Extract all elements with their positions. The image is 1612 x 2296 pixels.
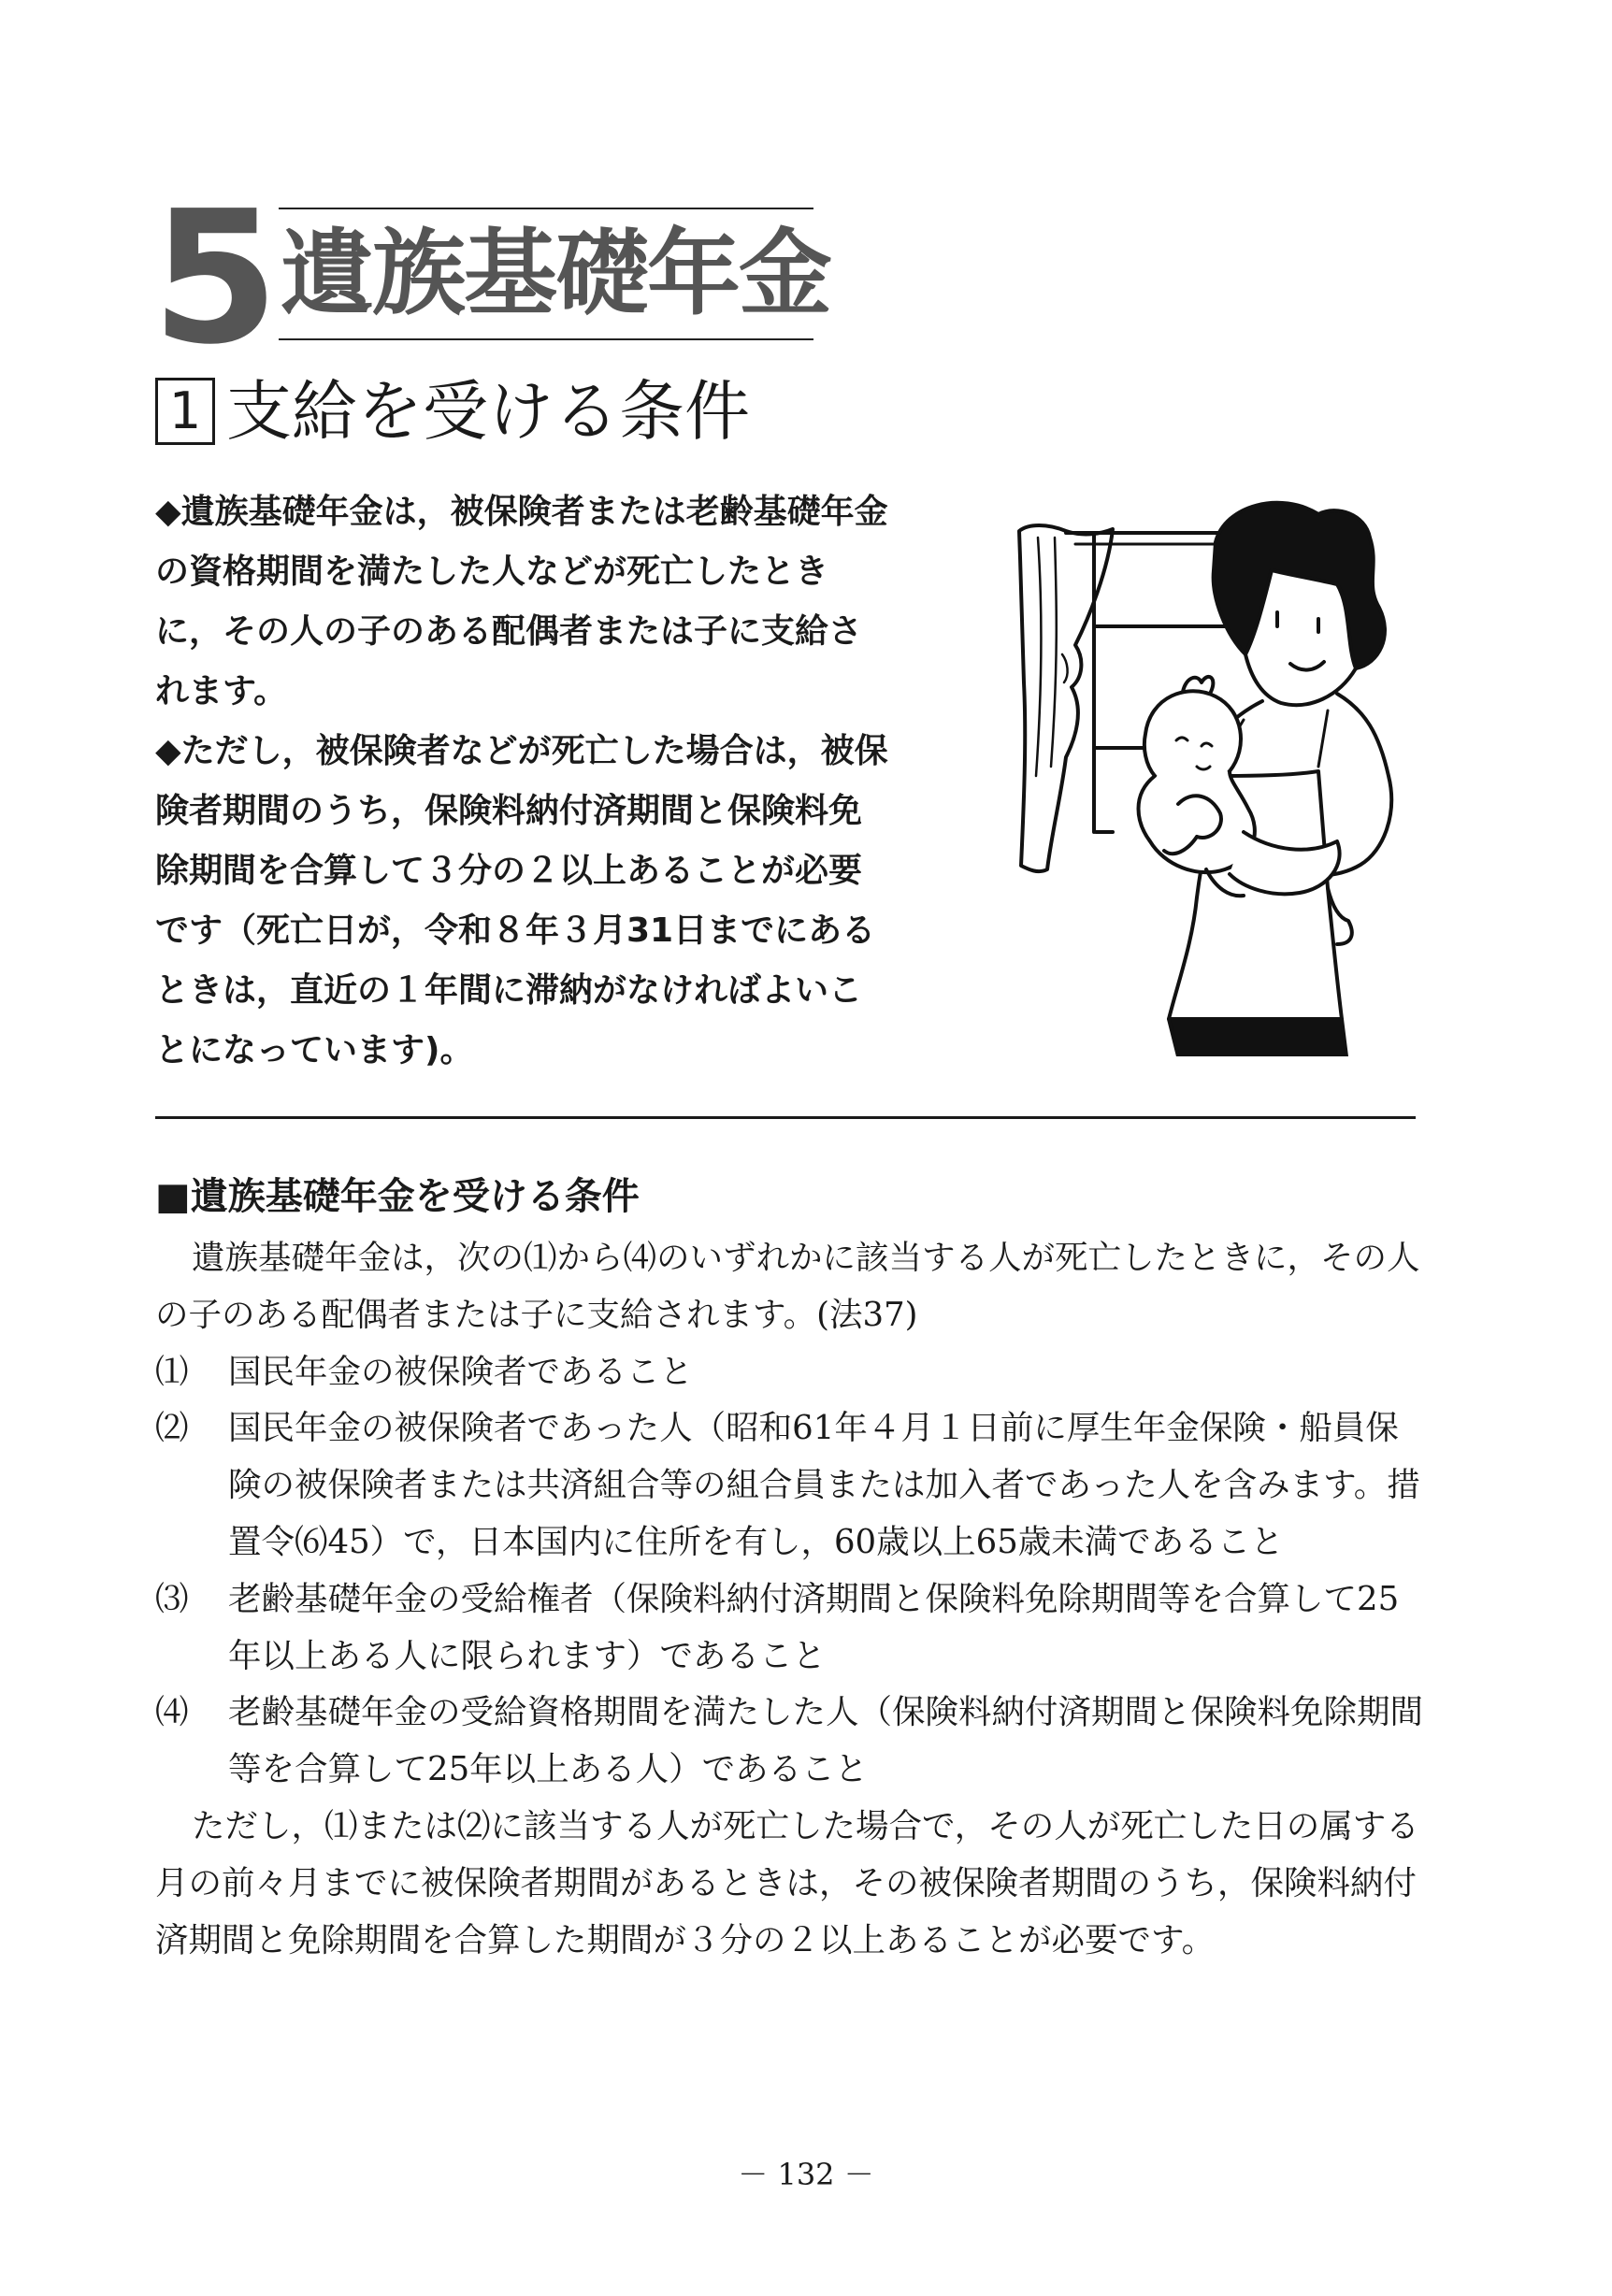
condition-text: 老齢基礎年金の受給権者（保険料納付済期間と保険料免除期間等を合算して25年以上ある人に限られます）であること: [228, 1579, 1400, 1675]
condition-text: 国民年金の被保険者であること: [228, 1352, 694, 1391]
section-divider: [155, 1116, 1416, 1119]
box-lead: 遺族基礎年金は，次の⑴から⑷のいずれかに該当する人が死亡したときに，その人の子のある配偶者または子に支給されます。(法37): [155, 1239, 1420, 1334]
chapter-title-rule-top: [279, 208, 813, 209]
mother-holding-baby-illustration: [1010, 495, 1403, 1056]
condition-item: [155, 1685, 1427, 1799]
chapter-title-rule-bottom: [279, 338, 813, 340]
box-note: ただし，⑴または⑵に該当する人が死亡した場合で，その人が死亡した日の属する月の前々月までに被保険者期間があるときは，その被保険者期間のうち，保険料納付済期間と免除期間を合算した期間が３分の２以上あることが必要です。: [155, 1806, 1419, 1959]
condition-number: ⑵: [155, 1409, 189, 1448]
section-title: 支給を受ける条件: [226, 373, 750, 450]
box-body: [155, 1230, 1427, 1969]
chapter-title: 遺族基礎年金: [281, 219, 830, 328]
box-heading: ■遺族基礎年金を受ける条件: [155, 1175, 640, 1218]
section-number-box: 1: [155, 378, 215, 445]
condition-text: 老齢基礎年金の受給資格期間を満たした人（保険料納付済期間と保険料免除期間等を合算して25年以上ある人）であること: [228, 1693, 1424, 1789]
condition-number: ⑶: [155, 1579, 189, 1618]
condition-number: ⑷: [155, 1693, 189, 1732]
chapter-number: 5: [151, 172, 276, 385]
condition-number: ⑴: [155, 1352, 189, 1391]
intro-summary: [155, 482, 894, 1081]
condition-text: 国民年金の被保険者であった人（昭和61年４月１日前に厚生年金保険・船員保険の被保険者または共済組合等の組合員または加入者であった人を含みます。措置令⑹45）で，日本国内に住所を有し，60歳以上65歳未満であること: [228, 1409, 1420, 1561]
page-number: － 132 －: [738, 2157, 874, 2192]
section-heading: [155, 374, 750, 449]
curtain: [1019, 525, 1113, 871]
intro-paragraph: ◆ただし，被保険者などが死亡した場合は，被保険者期間のうち，保険料納付済期間と保険料免除期間を合算して３分の２以上あることが必要です（死亡日が，令和８年３月31日までにあるときは，直近の１年間に滞納がなければよいことになっています)。: [155, 732, 888, 1069]
intro-paragraph: ◆遺族基礎年金は，被保険者または老齢基礎年金の資格期間を満たした人などが死亡したときに，その人の子のある配偶者または子に支給されます。: [155, 493, 888, 710]
condition-item: [155, 1344, 1427, 1401]
condition-item: [155, 1400, 1427, 1571]
condition-item: [155, 1571, 1427, 1686]
